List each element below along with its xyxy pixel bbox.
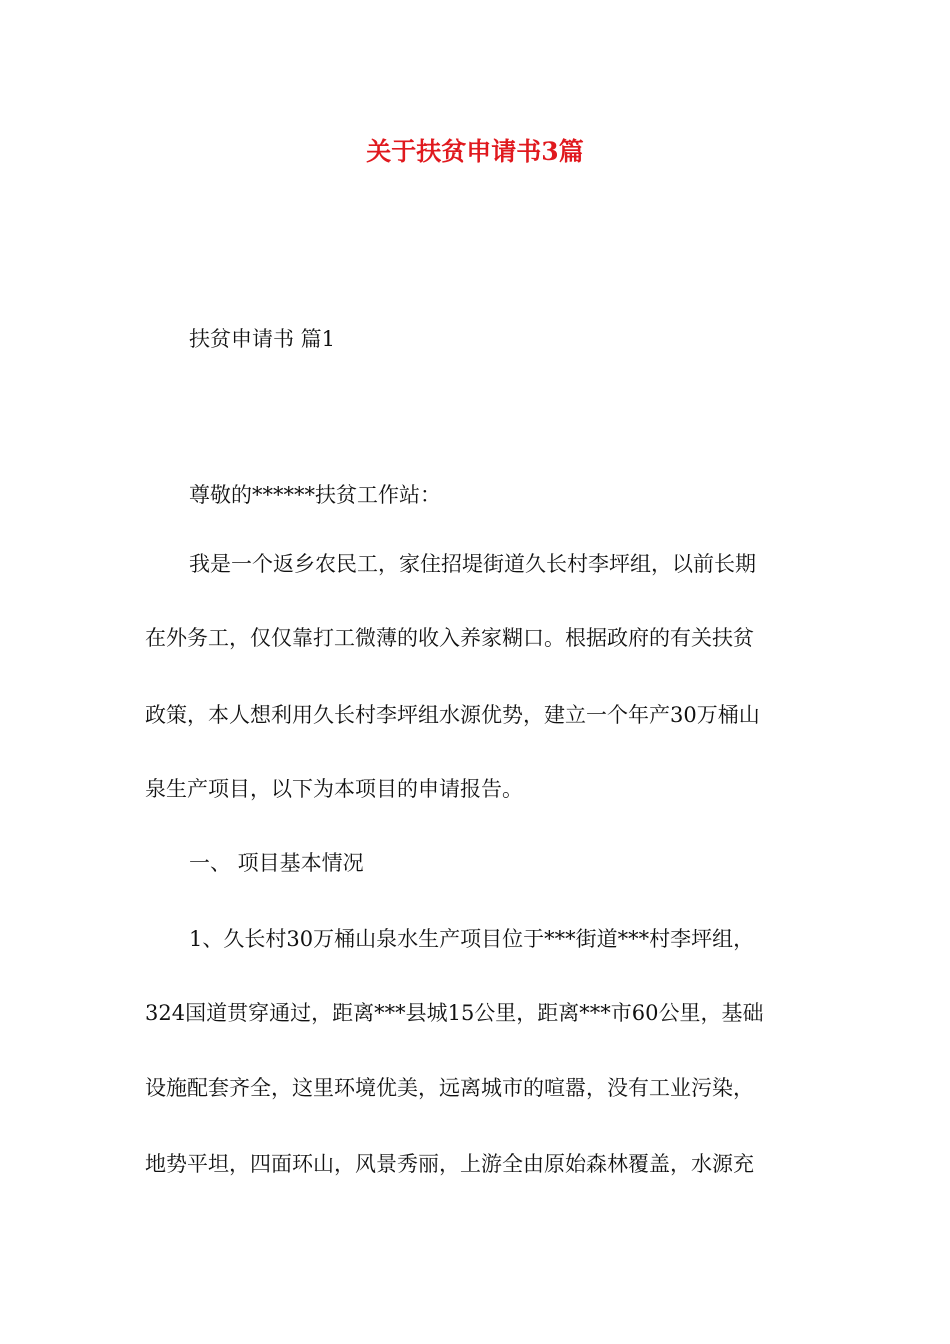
document-title: 关于扶贫申请书3篇 [366, 137, 584, 166]
paragraph-line: 1、久长村30万桶山泉水生产项目位于***街道***村李坪组， [189, 927, 755, 951]
paragraph-line: 324国道贯穿通过，距离***县城15公里，距离***市60公里，基础 [145, 1001, 764, 1025]
section-heading: 扶贫申请书 篇1 [189, 327, 336, 351]
paragraph-line: 地势平坦，四面环山，风景秀丽，上游全由原始森林覆盖，水源充 [145, 1152, 754, 1176]
salutation: 尊敬的******扶贫工作站： [189, 483, 441, 507]
paragraph-line: 我是一个返乡农民工，家住招堤街道久长村李坪组，以前长期 [189, 552, 756, 576]
paragraph-line: 泉生产项目，以下为本项目的申请报告。 [145, 777, 523, 801]
paragraph-line: 设施配套齐全，这里环境优美，远离城市的喧嚣，没有工业污染， [145, 1076, 754, 1100]
paragraph-line: 政策，本人想利用久长村李坪组水源优势，建立一个年产30万桶山 [145, 703, 760, 727]
subheading: 一、 项目基本情况 [189, 851, 364, 875]
paragraph-line: 在外务工，仅仅靠打工微薄的收入养家糊口。根据政府的有关扶贫 [145, 626, 754, 650]
